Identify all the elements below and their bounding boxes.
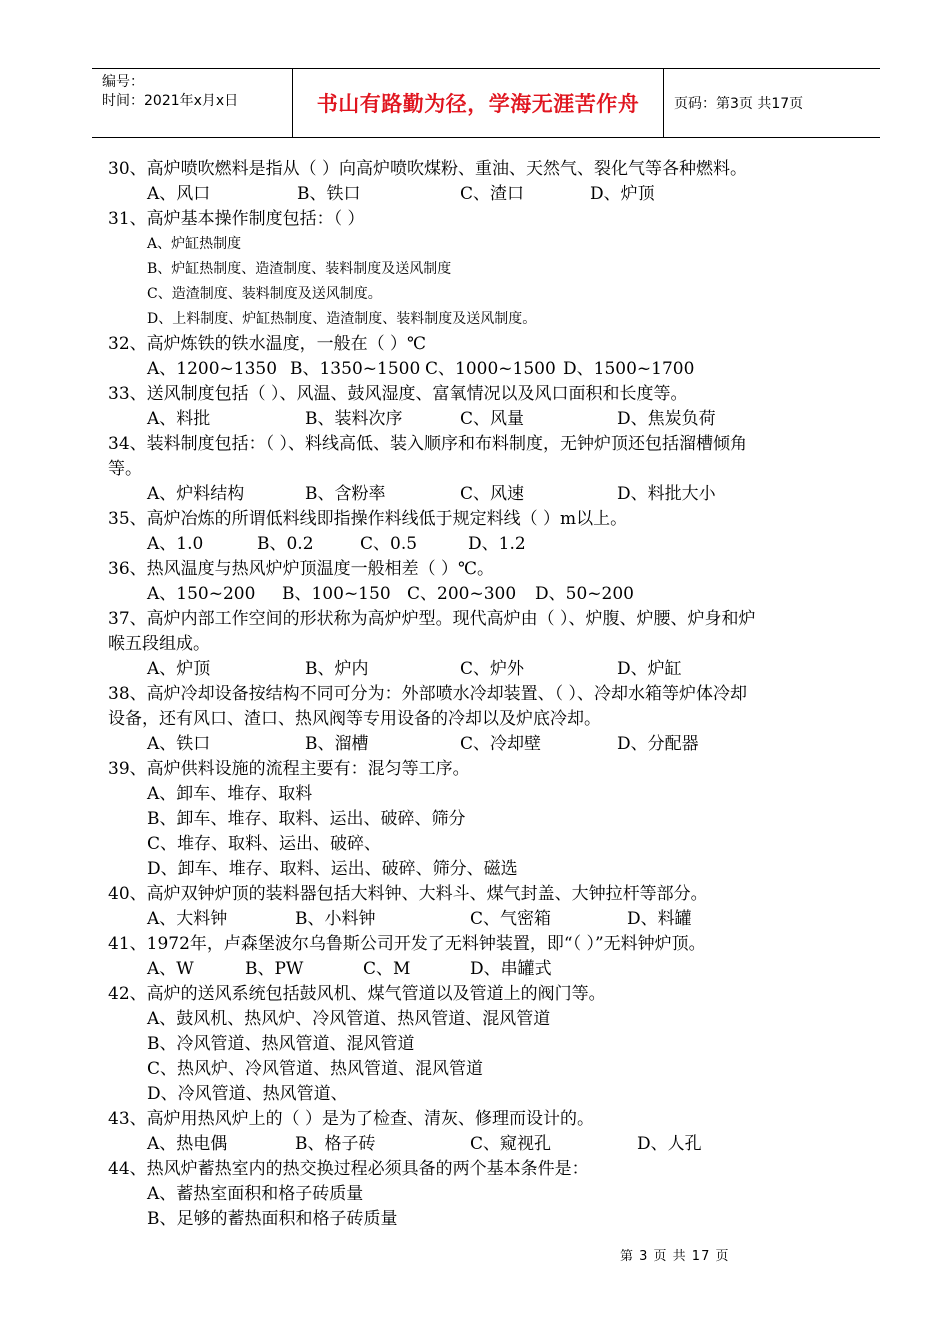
question-41: 41、1972年，卢森堡波尔乌鲁斯公司开发了无料钟装置，即“（ ）”无料钟炉顶。 xyxy=(108,934,706,954)
header-meta xyxy=(92,69,292,137)
option-d: D、卸车、堆存、取料、运出、破碎、筛分、磁选 xyxy=(147,859,518,879)
option-d: D、料批大小 xyxy=(617,484,716,504)
option-a: A、大料钟 xyxy=(147,909,228,929)
option-b: B、装料次序 xyxy=(305,409,403,429)
question-37-continued: 喉五段组成。 xyxy=(108,634,210,654)
option-c: C、炉外 xyxy=(460,659,525,679)
question-31: 31、高炉基本操作制度包括：（ ） xyxy=(108,209,365,229)
option-c: C、热风炉、冷风管道、热风管道、混风管道 xyxy=(147,1059,484,1079)
option-d: D、料罐 xyxy=(627,909,692,929)
question-32: 32、高炉炼铁的铁水温度，一般在（ ）℃ xyxy=(108,334,427,354)
option-a: A、1200~1350 xyxy=(147,359,278,379)
question-35: 35、高炉冶炼的所谓低料线即指操作料线低于规定料线（ ）m以上。 xyxy=(108,509,628,529)
time-label: 时间：2021年x月x日 xyxy=(102,93,239,109)
option-b: B、炉内 xyxy=(305,659,369,679)
option-d: D、1.2 xyxy=(468,534,526,554)
motto: 书山有路勤为径，学海无涯苦作舟 xyxy=(316,91,640,116)
option-d: D、炉缸 xyxy=(617,659,682,679)
option-a: A、热电偶 xyxy=(147,1134,228,1154)
option-b: B、炉缸热制度、造渣制度、装料制度及送风制度 xyxy=(147,261,452,277)
option-a: A、炉料结构 xyxy=(147,484,245,504)
option-a: A、150~200 xyxy=(147,584,256,604)
header-motto-cell xyxy=(292,69,664,137)
option-a: A、炉顶 xyxy=(147,659,211,679)
option-c: C、造渣制度、装料制度及送风制度。 xyxy=(147,286,382,302)
question-33: 33、送风制度包括（ ）、风温、鼓风湿度、富氧情况以及风口面积和长度等。 xyxy=(108,384,688,404)
question-38-continued: 设备，还有风口、渣口、热风阀等专用设备的冷却以及炉底冷却。 xyxy=(108,709,601,729)
option-c: C、窥视孔 xyxy=(470,1134,552,1154)
option-d: D、1500~1700 xyxy=(563,359,695,379)
option-b: B、0.2 xyxy=(257,534,314,554)
question-30: 30、高炉喷吹燃料是指从（ ）向高炉喷吹煤粉、重油、天然气、裂化气等各种燃料。 xyxy=(108,159,748,179)
option-c: C、渣口 xyxy=(460,184,525,204)
page-header xyxy=(92,68,880,138)
option-b: B、1350~1500 xyxy=(290,359,421,379)
question-39: 39、高炉供料设施的流程主要有：混匀等工序。 xyxy=(108,759,470,779)
option-d: D、炉顶 xyxy=(590,184,655,204)
option-a: A、W xyxy=(147,959,194,979)
option-b: B、溜槽 xyxy=(305,734,369,754)
option-d: D、分配器 xyxy=(617,734,699,754)
option-c: C、0.5 xyxy=(360,534,418,554)
question-40: 40、高炉双钟炉顶的装料器包括大料钟、大料斗、煤气封盖、大钟拉杆等部分。 xyxy=(108,884,708,904)
option-a: A、1.0 xyxy=(147,534,204,554)
option-b: B、小料钟 xyxy=(295,909,376,929)
option-c: C、冷却壁 xyxy=(460,734,542,754)
option-a: A、炉缸热制度 xyxy=(147,236,242,252)
question-38: 38、高炉冷却设备按结构不同可分为：外部喷水冷却装置、（ ）、冷却水箱等炉体冷却 xyxy=(108,684,748,704)
question-34-continued: 等。 xyxy=(108,459,142,479)
option-d: D、上料制度、炉缸热制度、造渣制度、装料制度及送风制度。 xyxy=(147,311,537,327)
option-c: C、风速 xyxy=(460,484,525,504)
option-a: A、卸车、堆存、取料 xyxy=(147,784,313,804)
option-b: B、冷风管道、热风管道、混风管道 xyxy=(147,1034,415,1054)
question-37: 37、高炉内部工作空间的形状称为高炉炉型。现代高炉由（ ）、炉腹、炉腰、炉身和炉 xyxy=(108,609,756,629)
option-b: B、100~150 xyxy=(282,584,391,604)
option-a: A、蓄热室面积和格子砖质量 xyxy=(147,1184,364,1204)
question-36: 36、热风温度与热风炉炉顶温度一般相差（ ）℃。 xyxy=(108,559,495,579)
option-c: C、M xyxy=(363,959,411,979)
question-42: 42、高炉的送风系统包括鼓风机、煤气管道以及管道上的阀门等。 xyxy=(108,984,606,1004)
option-c: C、风量 xyxy=(460,409,525,429)
option-d: D、50~200 xyxy=(535,584,634,604)
option-d: D、焦炭负荷 xyxy=(617,409,716,429)
option-b: B、卸车、堆存、取料、运出、破碎、筛分 xyxy=(147,809,466,829)
option-c: C、1000~1500 xyxy=(425,359,556,379)
option-b: B、足够的蓄热面积和格子砖质量 xyxy=(147,1209,398,1229)
number-label: 编号： xyxy=(102,74,144,90)
option-b: B、PW xyxy=(245,959,304,979)
page-code: 页码：第3页 共17页 xyxy=(674,96,804,112)
option-a: A、铁口 xyxy=(147,734,211,754)
option-c: C、200~300 xyxy=(407,584,517,604)
option-c: C、堆存、取料、运出、破碎、 xyxy=(147,834,382,854)
option-d: D、串罐式 xyxy=(470,959,552,979)
option-a: A、鼓风机、热风炉、冷风管道、热风管道、混风管道 xyxy=(147,1009,551,1029)
option-a: A、料批 xyxy=(147,409,211,429)
option-c: C、气密箱 xyxy=(470,909,552,929)
option-b: B、格子砖 xyxy=(295,1134,376,1154)
question-34: 34、装料制度包括：（ ）、料线高低、装入顺序和布料制度，无钟炉顶还包括溜槽倾角 xyxy=(108,434,748,454)
option-a: A、风口 xyxy=(147,184,211,204)
question-44: 44、热风炉蓄热室内的热交换过程必须具备的两个基本条件是： xyxy=(108,1159,589,1179)
page-footer: 第 3 页 共 17 页 xyxy=(620,1249,730,1264)
option-d: D、冷风管道、热风管道、 xyxy=(147,1084,348,1104)
question-43: 43、高炉用热风炉上的（ ）是为了检查、清灰、修理而设计的。 xyxy=(108,1109,595,1129)
option-b: B、铁口 xyxy=(297,184,361,204)
option-b: B、含粉率 xyxy=(305,484,386,504)
option-d: D、人孔 xyxy=(637,1134,702,1154)
